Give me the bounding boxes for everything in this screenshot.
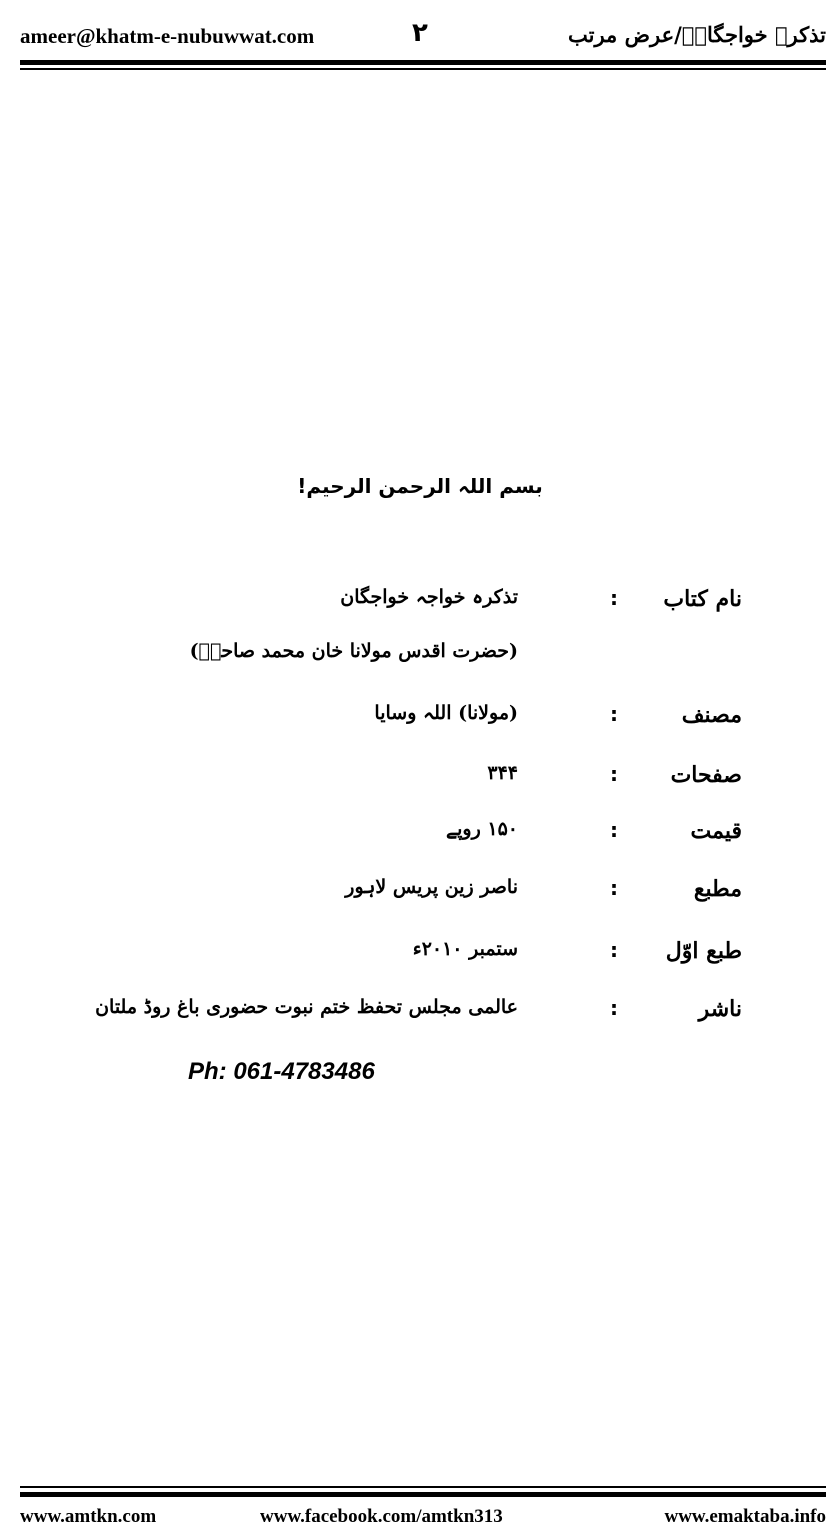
- detail-value: (حضرت اقدس مولانا خان محمد صاحبؒ): [189, 640, 518, 662]
- page-header: [20, 18, 826, 58]
- detail-label: مصنف: [681, 702, 742, 728]
- detail-colon: :: [610, 702, 618, 726]
- footer-link-facebook[interactable]: www.facebook.com/amtkn313: [260, 1506, 503, 1527]
- detail-value: (مولانا) اللہ وسایا: [374, 702, 518, 724]
- page-footer: [20, 1506, 826, 1532]
- detail-colon: :: [610, 938, 618, 962]
- detail-row-pages: [0, 762, 840, 798]
- detail-value: عالمی مجلس تحفظ ختم نبوت حضوری باغ روڈ ملتان: [95, 996, 518, 1018]
- detail-colon: :: [610, 586, 618, 610]
- detail-colon: :: [610, 996, 618, 1020]
- detail-colon: :: [610, 818, 618, 842]
- detail-value: ۱۵۰ روپے: [445, 818, 518, 840]
- page-number: ۲: [412, 18, 428, 48]
- detail-row-press: [0, 876, 840, 912]
- detail-row-subtitle: [0, 640, 840, 676]
- detail-label: قیمت: [690, 818, 742, 844]
- detail-label: صفحات: [670, 762, 742, 788]
- detail-row-author: [0, 702, 840, 738]
- header-email: ameer@khatm-e-nubuwwat.com: [20, 24, 315, 48]
- detail-label: طبع اوّل: [665, 938, 742, 964]
- detail-row-book-name: [0, 586, 840, 622]
- detail-value: ناصر زین پریس لاہور: [345, 876, 518, 898]
- detail-colon: :: [610, 876, 618, 900]
- header-rule-thick: [20, 60, 826, 65]
- detail-row-publisher: [0, 996, 840, 1032]
- detail-label: مطبع: [693, 876, 742, 902]
- footer-link-amtkn[interactable]: www.amtkn.com: [20, 1506, 157, 1527]
- detail-label: نام کتاب: [663, 586, 742, 612]
- header-rule-thin: [20, 68, 826, 70]
- bismillah: بسم اللہ الرحمن الرحیم!: [297, 474, 543, 498]
- footer-rule-thick: [20, 1492, 826, 1497]
- header-title: تذکرہ خواجگانؒ/عرض مرتب: [568, 22, 826, 47]
- phone-number: Ph: 061-4783486: [188, 1058, 375, 1085]
- detail-value: ستمبر ۲۰۱۰ء: [412, 938, 518, 960]
- detail-value: ۳۴۴: [487, 762, 518, 784]
- detail-colon: :: [610, 762, 618, 786]
- detail-row-edition: [0, 938, 840, 974]
- footer-link-emaktaba[interactable]: www.emaktaba.info: [664, 1506, 826, 1527]
- detail-label: ناشر: [698, 996, 742, 1022]
- footer-rule-thin: [20, 1486, 826, 1488]
- detail-value: تذکرہ خواجہ خواجگان: [340, 586, 518, 608]
- detail-row-price: [0, 818, 840, 854]
